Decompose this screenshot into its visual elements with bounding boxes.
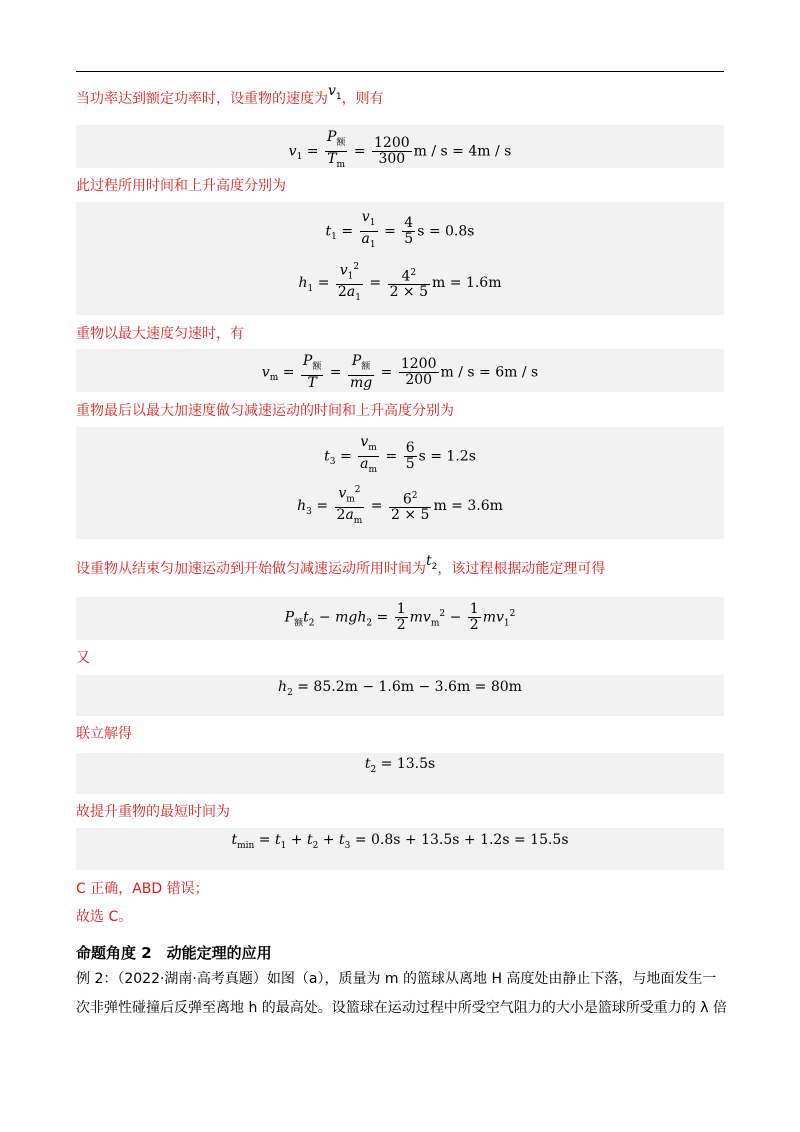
top-rule	[76, 71, 724, 72]
example-line-2: 次非弹性碰撞后反弹至离地 h 的最高处。设篮球在运动过程中所受空气阻力的大小是篮球所受重力的 λ 倍	[76, 1000, 727, 1016]
equation-box-3	[76, 349, 724, 392]
text-line-7: 联立解得	[76, 726, 132, 742]
section-heading: 命题角度 2 动能定理的应用	[76, 944, 272, 962]
text-line-2: 此过程所用时间和上升高度分别为	[76, 178, 286, 194]
text-line-3: 重物以最大速度匀速时，有	[76, 326, 244, 342]
equation-2: $t_1$ = $\frac{v_1}{a_1}$ = $\frac{4}{5}$ s = 0.8s	[325, 209, 475, 250]
equation-9: $t_2 = 13.5s$	[364, 756, 436, 775]
equation-6: $h_3$ = $\frac{v_m^2}{2a_m}$ = $\frac{6^2}{2 \times 5}$ m = 3.6m	[297, 485, 503, 527]
equation-box-4	[76, 427, 724, 539]
equation-8: $h_2 = 85.2m - 1.6m - 3.6m = 80m$	[278, 679, 522, 698]
text-line-8: 故提升重物的最短时间为	[76, 804, 230, 820]
text-line-9: C 正确，ABD 错误；	[76, 881, 209, 897]
equation-7: $P_额t_2 - mgh_2$ = $\frac{1}{2}$ $mv_m^2$ − $\frac{1}{2}$ $mv_1^2$	[284, 601, 516, 633]
equation-4: $v_m$ = $\frac{P_额}{T}$ = $\frac{P_额}{mg}$ = $\frac{1200}{200}$ m / s = 6m / s	[261, 353, 539, 391]
text-line-10: 故选 C。	[76, 909, 133, 925]
equation-box-5	[76, 597, 724, 640]
text-line-6: 又	[76, 650, 90, 666]
equation-box-8	[76, 828, 724, 870]
equation-box-2	[76, 202, 724, 315]
text-line-1: 当功率达到额定功率时，设重物的速度为$v_1$，则有	[76, 83, 384, 107]
equation-box-6	[76, 675, 724, 716]
equation-10: $t_{min} = t_1 + t_2 + t_3 = 0.8s + 13.5s + 1.2s = 15.5s$	[231, 832, 569, 851]
equation-box-7	[76, 753, 724, 794]
example-line-1: 例 2：（2022·湖南·高考真题）如图（a），质量为 m 的篮球从离地 H 高度处由静止下落，与地面发生一	[76, 971, 717, 987]
equation-1: $v_1$ = $\frac{P_额}{T_m}$ = $\frac{1200}{300}$ m / s = 4m / s	[288, 129, 512, 170]
text-line-5: 设重物从结束匀加速运动到开始做匀减速运动所用时间为$t_2$，该过程根据动能定理可得	[76, 553, 606, 577]
equation-box-1	[76, 125, 724, 168]
text-line-4: 重物最后以最大加速度做匀减速运动的时间和上升高度分别为	[76, 403, 454, 419]
equation-3: $h_1$ = $\frac{v_1^2}{2a_1}$ = $\frac{4^2}{2 \times 5}$ m = 1.6m	[298, 262, 502, 304]
equation-5: $t_3$ = $\frac{v_m}{a_m}$ = $\frac{6}{5}$ s = 1.2s	[324, 434, 476, 475]
